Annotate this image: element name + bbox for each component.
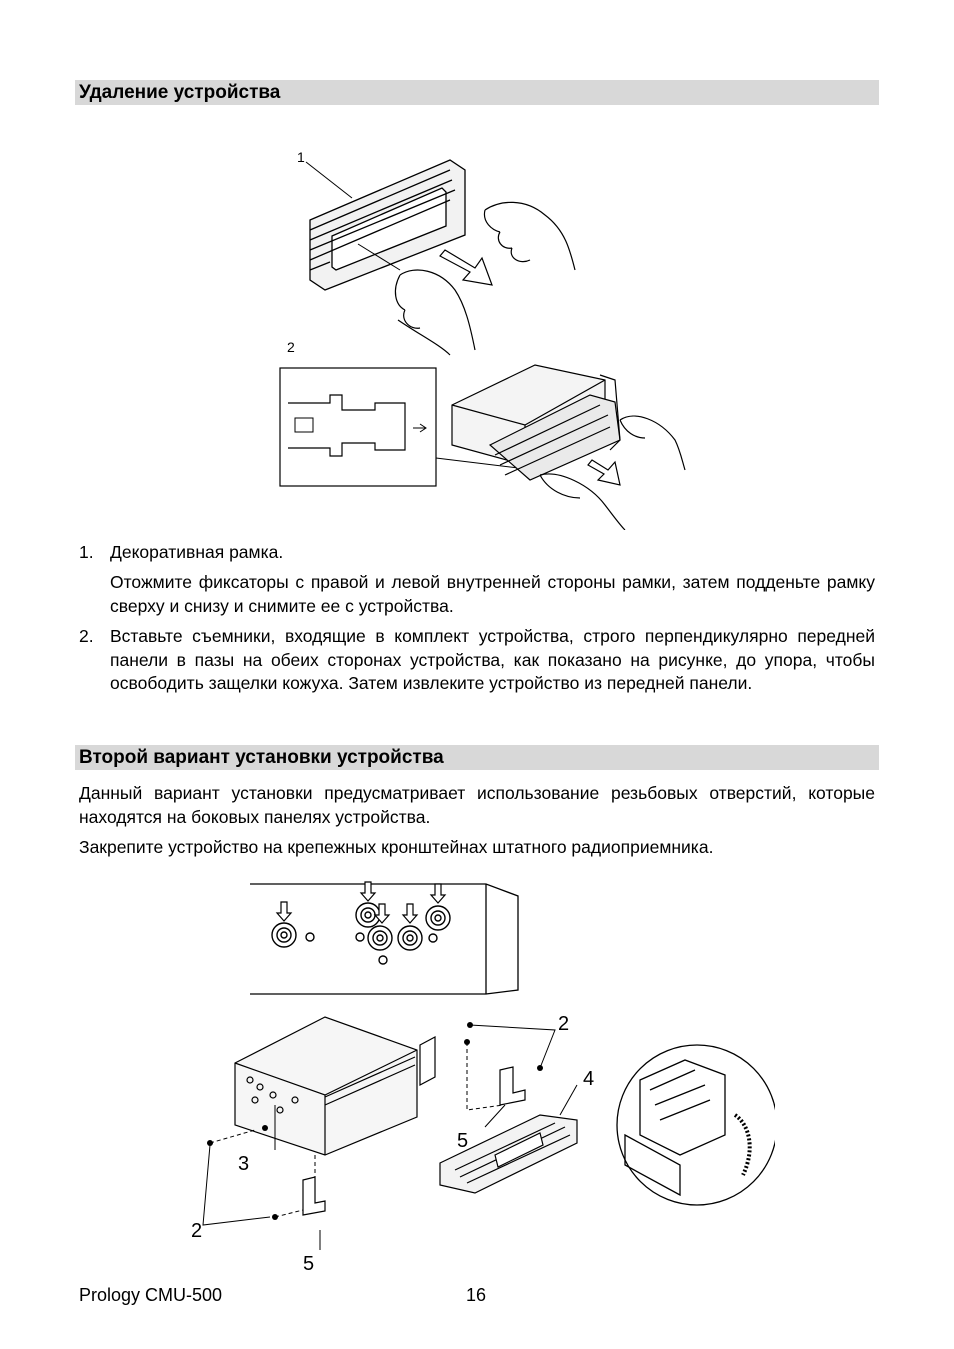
installation-diagram (185, 1005, 775, 1275)
diagram-label-2-top: 2 (558, 1013, 570, 1035)
diagram-label-5-bottom: 5 (303, 1253, 315, 1275)
diagram-label-5-top: 5 (457, 1130, 469, 1152)
connector-detail-circle (617, 1045, 775, 1205)
diagram-label-3: 3 (238, 1153, 250, 1175)
hand-lower (540, 474, 625, 530)
threaded-hole-icon (272, 903, 450, 964)
list-item-1-heading: Декоративная рамка. (110, 542, 284, 562)
diagram-label-2-bottom: 2 (191, 1220, 203, 1242)
figure-label-2: 2 (287, 339, 295, 355)
key-inset-box (280, 368, 436, 486)
list-item-1-text: Отожмите фиксаторы с правой и левой внутренней стороны рамки, затем подденьте рамку сверху и снизу и снимите ее с устройства. (110, 572, 875, 616)
footer-product: Prology CMU-500 (79, 1285, 223, 1305)
trim-frame (310, 160, 465, 290)
hand-left (395, 270, 475, 355)
alt-install-paragraph-1: Данный вариант установки предусматривает использование резьбовых отверстий, которые находятся на боковых панелях устройства. (79, 783, 875, 827)
pull-arrow (440, 250, 492, 285)
alt-install-paragraph-2: Закрепите устройство на крепежных кронштейнах штатного радиоприемника. (79, 837, 714, 857)
side-panel-figure (248, 880, 528, 1000)
section-header-removal: Удаление устройства (75, 80, 879, 105)
page-number: 16 (466, 1285, 487, 1305)
diagram-label-4: 4 (583, 1068, 595, 1090)
frame-removal-figure (270, 140, 690, 530)
list-number-1: 1. (79, 542, 94, 562)
section-header-alt-install: Второй вариант установки устройства (75, 745, 879, 770)
hand-upper (620, 416, 685, 470)
extract-arrow (588, 460, 620, 485)
trim-frame-part (440, 1115, 577, 1193)
hand-right (484, 202, 575, 270)
head-unit (235, 1017, 417, 1155)
list-number-2: 2. (79, 626, 94, 646)
list-item-2-text: Вставьте съемники, входящие в комплект устройства, строго перпендикулярно передней панели в пазы на обеих сторонах устройства, как показано на рисунке, до упора, чтобы освободить защелки кожуха. Затем извлеките устройство из передней панели. (110, 626, 875, 693)
figure-label-1: 1 (297, 149, 305, 165)
